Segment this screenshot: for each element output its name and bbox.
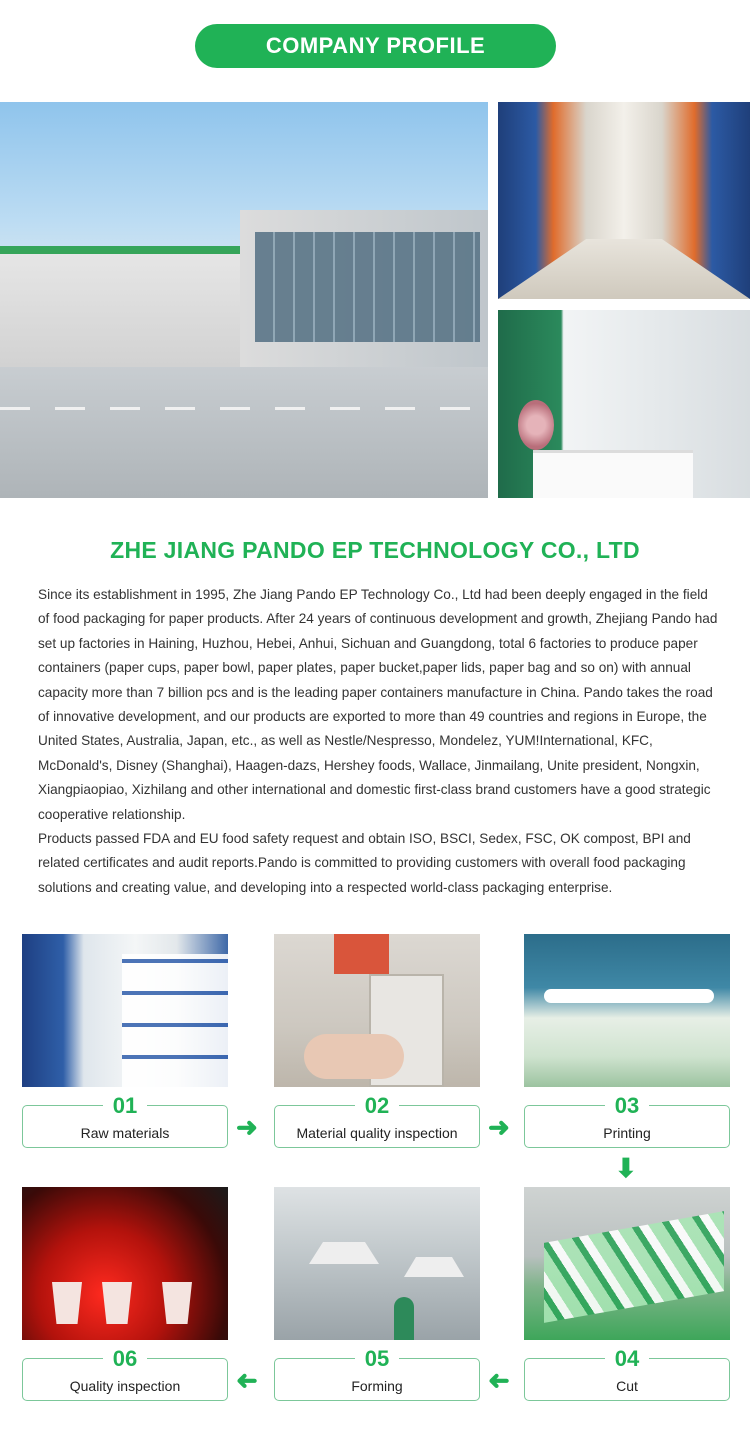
arrow-left-icon: ➜: [236, 1365, 258, 1395]
step-number: 06: [103, 1346, 147, 1371]
step-box-06: [22, 1346, 228, 1401]
company-name-heading: ZHE JIANG PANDO EP TECHNOLOGY CO., LTD: [110, 537, 640, 563]
warehouse-floor: [498, 239, 750, 299]
road: [0, 367, 488, 498]
tester-head: [334, 934, 389, 974]
material-inspection-photo: [274, 934, 480, 1087]
step-number: 02: [355, 1093, 399, 1118]
raw-materials-photo: [22, 934, 228, 1087]
forming-photo: [274, 1187, 480, 1340]
warehouse-photo: [498, 102, 750, 299]
step-box-05: [274, 1346, 480, 1401]
printed-sheet: [544, 1211, 724, 1323]
factory-building-photo: [0, 102, 488, 498]
arrow-down-icon: ⬇: [615, 1153, 637, 1183]
lobby-plant: [518, 400, 554, 450]
hands: [304, 1034, 404, 1079]
cup: [102, 1282, 132, 1324]
building-left: [0, 252, 250, 367]
company-description: [38, 583, 718, 900]
worker: [394, 1297, 414, 1340]
machine-hood: [404, 1257, 464, 1277]
step-label: Cut: [616, 1378, 638, 1394]
step-label: Raw materials: [80, 1125, 170, 1141]
step-label: Printing: [603, 1125, 651, 1141]
machine-hood: [309, 1242, 379, 1264]
step-number: 03: [605, 1093, 649, 1118]
step-number: 01: [103, 1093, 147, 1118]
step-box-02: [274, 1093, 480, 1148]
paper-rolls: [122, 954, 228, 1087]
cup: [52, 1282, 82, 1324]
printing-roll: [544, 989, 714, 1003]
arrow-right-icon: ➜: [488, 1112, 510, 1142]
description-paragraph: Products passed FDA and EU food safety request and obtain ISO, BSCI, Sedex, FSC, OK compost, BPI and related certificates and audit reports.Pando is committed to providing customers with overall food packaging solutions and creating value, and developing into a respected world-class packaging enterprise.: [38, 831, 691, 895]
step-box-03: [524, 1093, 730, 1148]
step-box-04: [524, 1346, 730, 1401]
step-number: 04: [605, 1346, 649, 1371]
cup: [162, 1282, 192, 1324]
arrow-left-icon: ➜: [488, 1365, 510, 1395]
step-number: 05: [355, 1346, 399, 1371]
banner-title: COMPANY PROFILE: [265, 33, 486, 58]
reception-desk: [533, 450, 693, 498]
step-label: Quality inspection: [69, 1378, 181, 1394]
description-paragraph: Since its establishment in 1995, Zhe Jiang Pando EP Technology Co., Ltd had been deeply engaged in the field of food packaging for paper products. After 24 years of continuous development and growth, Zhejiang Pando had set up factories in Haining, Huzhou, Hebei, Anhui, Sichuan and Guangdong, total 6 factories to produce paper containers (paper cups, paper bowl, paper plates, paper bucket,paper lids, paper bag and so on) with annual capacity more than 7 billion pcs and is the leading paper containers manufacture in China. Pando takes the road of innovative development, and our products are exported to more than 49 countries and regions in Europe, the United States, Australia, Japan, etc., as well as Nestle/Nespresso, Mondelez, YUM!International, KFC, McDonald's, Disney (Shanghai), Haagen-dazs, Hershey foods, Wallace, Jinmailang, Unite president, Nongxin, Xiangpiaopiao, Xizhilang and other international and domestic first-class brand customers have a good strategic cooperative relationship.: [38, 587, 718, 822]
arrow-right-icon: ➜: [236, 1112, 258, 1142]
building-glass-facade: [255, 232, 480, 342]
quality-inspection-photo: [22, 1187, 228, 1340]
company-profile-banner: [195, 24, 556, 68]
step-label: Forming: [351, 1378, 403, 1394]
cut-photo: [524, 1187, 730, 1340]
step-label: Material quality inspection: [296, 1125, 458, 1141]
printing-photo: [524, 934, 730, 1087]
step-box-01: [22, 1093, 228, 1148]
lobby-photo: [498, 310, 750, 498]
